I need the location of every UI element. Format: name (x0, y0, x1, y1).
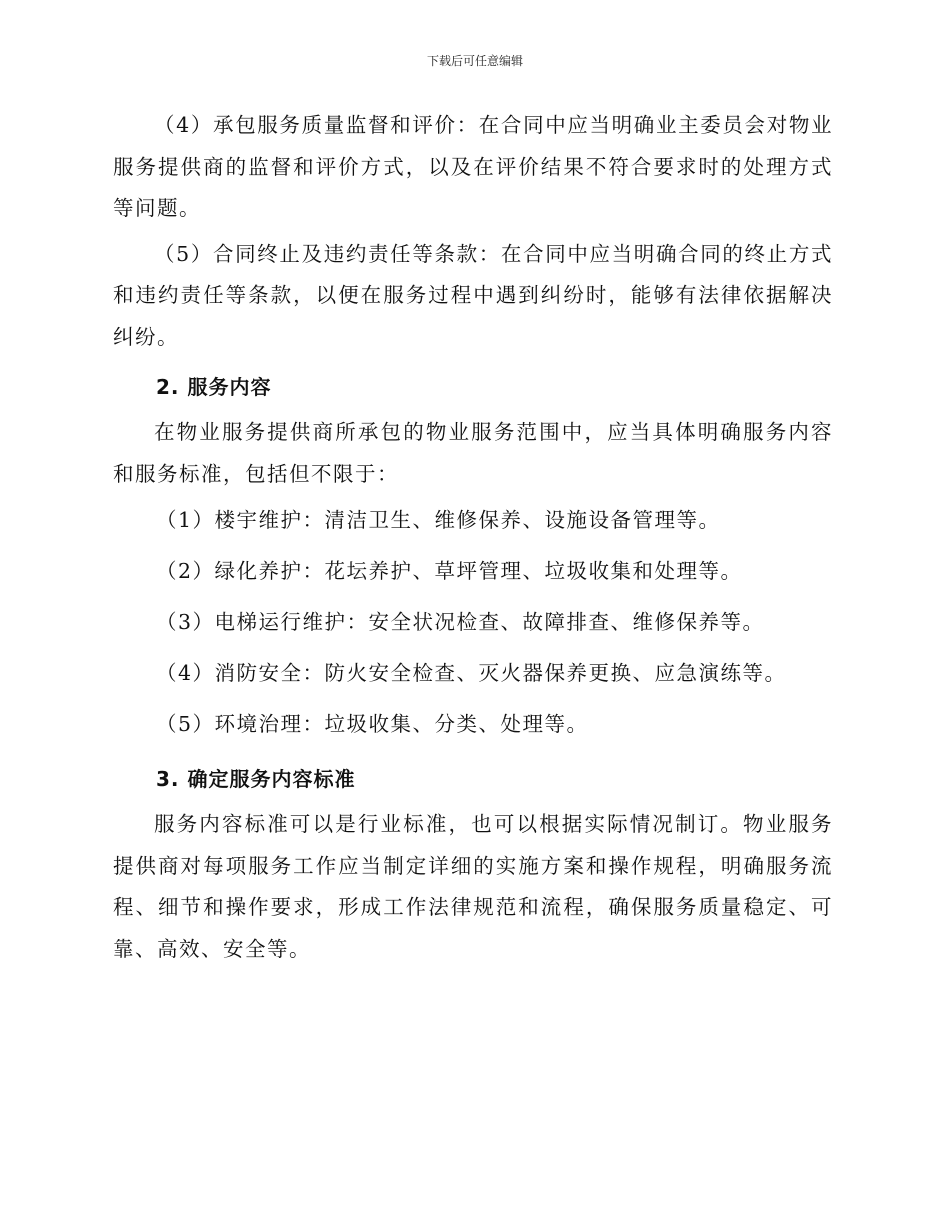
list-item: （5）环境治理：垃圾收集、分类、处理等。 (156, 712, 589, 736)
section-heading-service-standards: 3. 确定服务内容标准 (156, 767, 356, 791)
paragraph-contract-supervision: （4）承包服务质量监督和评价：在合同中应当明确业主委员会对物业服务提供商的监督和评价方式，以及在评价结果不符合要求时的处理方式等问题。 (113, 113, 833, 220)
header-note: 下载后可任意编辑 (426, 54, 523, 68)
paragraph-contract-termination: （5）合同终止及违约责任等条款：在合同中应当明确合同的终止方式和违约责任等条款，以便在服务过程中遇到纠纷时，能够有法律依据解决纠纷。 (113, 241, 833, 349)
paragraph-service-content-intro: 在物业服务提供商所承包的物业服务范围中，应当具体明确服务内容和服务标准，包括但不限于： (113, 420, 833, 486)
service-item-list (113, 495, 833, 750)
list-item: （4）消防安全：防火安全检查、灭火器保养更换、应急演练等。 (156, 661, 787, 685)
section-heading-service-content: 2. 服务内容 (156, 375, 272, 399)
document-body (113, 105, 833, 970)
list-item: （3）电梯运行维护：安全状况检查、故障排查、维修保养等。 (156, 610, 765, 634)
paragraph-service-standards: 服务内容标准可以是行业标准，也可以根据实际情况制订。物业服务提供商对每项服务工作应当制定详细的实施方案和操作规程，明确服务流程、细节和操作要求，形成工作法律规范和流程，确保服务质量稳定、可靠、高效、安全等。 (113, 812, 833, 961)
list-item: （1）楼宇维护：清洁卫生、维修保养、设施设备管理等。 (156, 508, 721, 532)
list-item: （2）绿化养护：花坛养护、草坪管理、垃圾收集和处理等。 (156, 559, 743, 583)
